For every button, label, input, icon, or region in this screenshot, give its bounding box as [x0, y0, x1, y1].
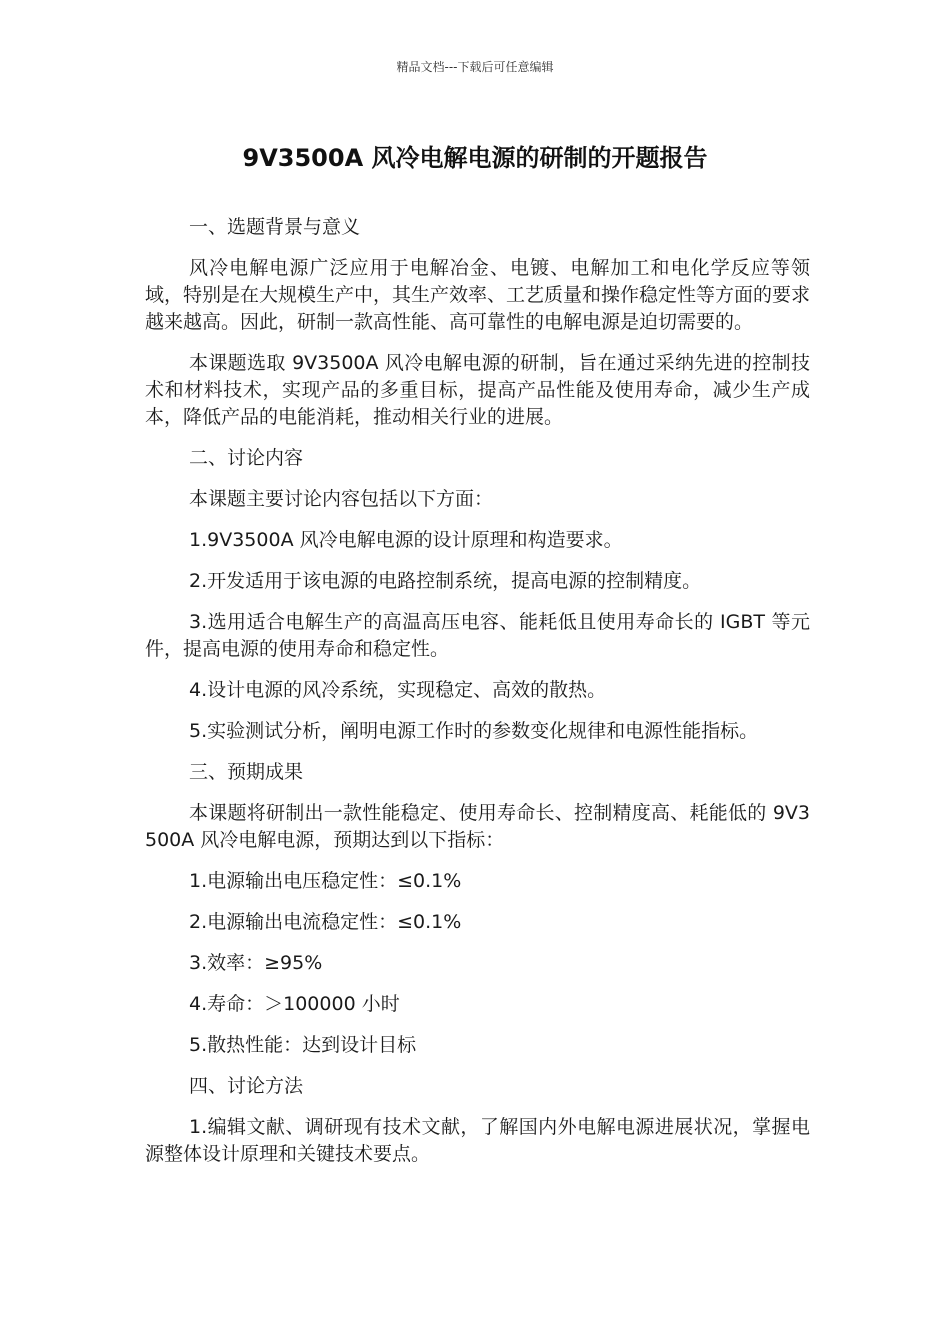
section-heading-background: 一、选题背景与意义 [189, 216, 361, 238]
list-item: 3.效率：≥95% [189, 952, 323, 974]
paragraph-results-intro: 本课题将研制出一款性能稳定、使用寿命长、控制精度高、耗能低的 9V3500A 风冷电解电源，预期达到以下指标： [145, 802, 810, 851]
section-heading-results: 三、预期成果 [189, 761, 304, 783]
document-body [145, 214, 810, 1182]
list-item: 2.开发适用于该电源的电路控制系统，提高电源的控制精度。 [189, 570, 702, 592]
list-item: 1.电源输出电压稳定性：≤0.1% [189, 870, 462, 892]
section-heading-methods: 四、讨论方法 [189, 1075, 304, 1097]
list-item: 4.寿命：＞100000 小时 [189, 993, 400, 1015]
list-item: 5.散热性能：达到设计目标 [189, 1034, 417, 1056]
header-note: 精品文档---下载后可任意编辑 [396, 60, 554, 74]
list-item: 1.编辑文献、调研现有技术文献，了解国内外电解电源进展状况，掌握电源整体设计原理和关键技术要点。 [145, 1116, 810, 1165]
list-item: 4.设计电源的风冷系统，实现稳定、高效的散热。 [189, 679, 607, 701]
list-item: 1.9V3500A 风冷电解电源的设计原理和构造要求。 [189, 529, 623, 551]
document-title: 9V3500A 风冷电解电源的研制的开题报告 [242, 144, 708, 172]
paragraph-content-intro: 本课题主要讨论内容包括以下方面： [189, 488, 494, 510]
list-item: 5.实验测试分析，阐明电源工作时的参数变化规律和电源性能指标。 [189, 720, 759, 742]
paragraph-purpose: 本课题选取 9V3500A 风冷电解电源的研制，旨在通过采纳先进的控制技术和材料技术，实现产品的多重目标，提高产品性能及使用寿命，减少生产成本，降低产品的电能消耗，推动相关行业的进展。 [145, 352, 810, 428]
section-heading-content: 二、讨论内容 [189, 447, 304, 469]
paragraph-background: 风冷电解电源广泛应用于电解冶金、电镀、电解加工和电化学反应等领域，特别是在大规模生产中，其生产效率、工艺质量和操作稳定性等方面的要求越来越高。因此，研制一款高性能、高可靠性的电解电源是迫切需要的。 [145, 257, 811, 333]
list-item: 3.选用适合电解生产的高温高压电容、能耗低且使用寿命长的 IGBT 等元件，提高电源的使用寿命和稳定性。 [145, 611, 810, 660]
list-item: 2.电源输出电流稳定性：≤0.1% [189, 911, 462, 933]
